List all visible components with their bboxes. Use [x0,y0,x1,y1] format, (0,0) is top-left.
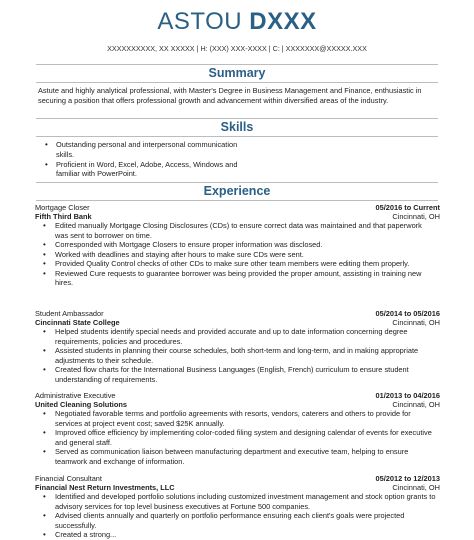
job-title-row [35,203,440,212]
job-dates: 05/2016 to Current [375,203,440,212]
job-employer-row [35,483,440,492]
divider-skills-top [36,118,438,119]
divider-skills-bottom [36,136,438,137]
job-bullet: • Assisted students in planning their course schedules, both short-term and long-term, and in making appropriate adjustments to their schedule. [35,346,440,365]
job-bullet: • Identified and developed portfolio solutions including customized investment management and stock option grants to advisory services for top level business executives at Fortune 500 companies. [35,492,440,511]
job-bullet: • Worked with deadlines and staying after hours to make sure CDs were sent. [35,250,440,260]
job-entry-administrative-executive [35,391,440,466]
job-employer: Fifth Third Bank [35,212,92,222]
first-name: ASTOU [157,8,243,35]
job-bullet: • Edited manually Mortgage Closing Disclosures (CDs) to ensure correct data was maintained and that paperwork was sent to borrower on time. [35,221,440,240]
job-bullet: • Advised clients annually and quarterly on portfolio performance ensuring each client's goals were projected successfully. [35,511,440,530]
job-entry-financial-consultant [35,474,440,540]
job-title: Financial Consultant [35,474,102,483]
job-bullet: • Negotiated favorable terms and portfolio agreements with resorts, vendors, caterers and others to provide for services at project event cost; saved $25K annually. [35,409,440,428]
job-dates: 05/2014 to 05/2016 [375,309,440,318]
divider-summary-bottom [36,82,438,83]
job-bullet: • Provided Quality Control checks of other CDs to make sure other team members were editing them properly. [35,259,440,269]
job-title: Student Ambassador [35,309,104,318]
job-location: Cincinnati, OH [392,318,440,328]
job-bullets [35,492,440,540]
job-bullet: • Created a strong... [35,530,440,540]
section-title-experience: Experience [203,184,271,198]
job-title: Mortgage Closer [35,203,90,212]
section-title-summary: Summary [208,66,266,80]
job-title-row [35,391,440,400]
skill-item: • Outstanding personal and interpersonal communication skills. [38,140,238,160]
job-employer-row [35,318,440,327]
job-employer-row [35,212,440,221]
job-employer: United Cleaning Solutions [35,400,127,410]
divider-experience-top [36,182,438,183]
job-bullet: • Improved office efficiency by implementing color-coded filing system and designing calendar of events for executive and general staff. [35,428,440,447]
job-title: Administrative Executive [35,391,116,400]
job-bullet: • Served as communication liaison between manufacturing department and executive team, helping to ensure teamwork and exchange of information. [35,447,440,466]
job-location: Cincinnati, OH [392,212,440,222]
job-location: Cincinnati, OH [392,483,440,493]
job-bullets [35,221,440,288]
section-title-skills: Skills [220,120,254,134]
job-bullet: • Corresponded with Mortgage Closers to ensure proper information was disclosed. [35,240,440,250]
job-bullets [35,409,440,466]
job-dates: 01/2013 to 04/2016 [375,391,440,400]
job-bullet: • Helped students identify special needs and provided accurate and up to date information concerning degree requirements, policies and procedures. [35,327,440,346]
job-entry-student-ambassador [35,309,440,384]
job-employer: Cincinnati State College [35,318,120,328]
job-dates: 05/2012 to 12/2013 [375,474,440,483]
contact-line: XXXXXXXXXX, XX XXXXX | H: (XXX) XXX-XXXX | C: | XXXXXXX@XXXXX.XXX [107,44,367,53]
last-name: DXXX [249,8,317,35]
job-title-row [35,309,440,318]
job-employer-row [35,400,440,409]
job-bullet: • Created flow charts for the International Business Languages (English, French) curriculum to ensure student understanding of requirements. [35,365,440,384]
job-bullet: • Reviewed Cure requests to guarantee borrower was being provided the proper amount, assisting in training new hires. [35,269,440,288]
job-employer: Financial Nest Return Investments, LLC [35,483,175,493]
job-entry-mortgage-closer [35,203,440,288]
divider-experience-bottom [36,200,438,201]
skills-list [38,140,238,179]
candidate-name [0,8,474,36]
divider-summary-top [36,64,438,65]
job-location: Cincinnati, OH [392,400,440,410]
summary-text: Astute and highly analytical professional, with Master's Degree in Business Management and Finance, enthusiastic in securing a position that offers professional growth and advancement within diversified areas of the industry. [38,86,422,105]
skill-item: • Proficient in Word, Excel, Adobe, Access, Windows and familiar with PowerPoint. [38,160,238,180]
job-title-row [35,474,440,483]
job-bullets [35,327,440,384]
